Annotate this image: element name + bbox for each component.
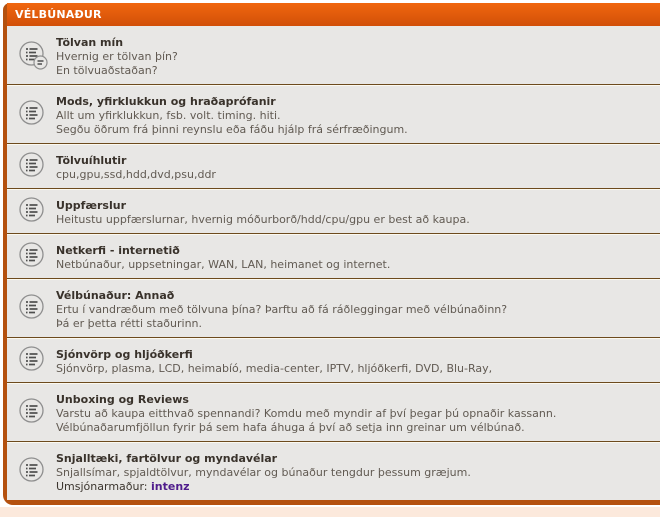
forum-posts-icon — [17, 292, 49, 324]
forum-posts-icon — [17, 39, 49, 71]
forum-posts-icon — [17, 39, 49, 71]
forum-description-line: Þá er þetta rétti staðurinn. — [56, 317, 203, 330]
forum-title-link[interactable]: Mods, yfirklukkun og hraðaprófanir — [56, 95, 276, 108]
forum-description-line: En tölvuaðstaðan? — [56, 64, 158, 77]
forum-texts — [56, 194, 652, 227]
moderator-link[interactable]: intenz — [151, 480, 190, 493]
forum-posts-icon — [17, 396, 49, 428]
forum-category-panel — [3, 3, 660, 505]
forum-texts — [56, 388, 652, 435]
forum-row[interactable] — [7, 84, 660, 143]
forum-posts-icon — [17, 150, 49, 182]
forum-description — [56, 258, 652, 272]
forum-title-link[interactable]: Vélbúnaður: Annað — [56, 289, 175, 302]
forum-title-link[interactable]: Snjalltæki, fartölvur og myndavélar — [56, 452, 278, 465]
forum-texts — [56, 284, 652, 331]
forum-posts-icon — [17, 195, 49, 227]
forum-description — [56, 407, 652, 435]
forum-posts-icon — [17, 396, 49, 428]
forum-texts — [56, 239, 652, 272]
subforum-badge-icon — [34, 56, 47, 69]
forum-title-link[interactable]: Sjónvörp og hljóðkerfi — [56, 348, 193, 361]
forum-posts-icon — [17, 195, 49, 227]
forum-posts-icon — [17, 150, 49, 182]
forum-row[interactable] — [7, 441, 660, 500]
forum-description-line: Hvernig er tölvan þín? — [56, 50, 178, 63]
forum-title-link[interactable]: Uppfærslur — [56, 199, 126, 212]
forum-row[interactable] — [7, 233, 660, 278]
forum-description-line: Netbúnaður, uppsetningar, WAN, LAN, heimanet og internet. — [56, 258, 391, 271]
forum-title-link[interactable]: Netkerfi - internetið — [56, 244, 180, 257]
moderator-label: Umsjónarmaður: — [56, 480, 148, 493]
forum-posts-icon — [17, 344, 49, 376]
forum-posts-icon — [17, 344, 49, 376]
category-header-bar — [7, 3, 660, 26]
forum-description-line: Heitustu uppfærslurnar, hvernig móðurborð/hdd/cpu/gpu er best að kaupa. — [56, 213, 470, 226]
forum-texts — [56, 447, 652, 494]
forum-list — [7, 26, 660, 500]
forum-description-line: Ertu í vandræðum með tölvuna þína? Þarftu að fá ráðleggingar með vélbúnaðinn? — [56, 303, 508, 316]
forum-row[interactable] — [7, 143, 660, 188]
forum-posts-icon — [17, 98, 49, 130]
forum-row[interactable] — [7, 382, 660, 441]
moderator-line — [56, 480, 652, 494]
forum-description-line: cpu,gpu,ssd,hdd,dvd,psu,ddr — [56, 168, 216, 181]
forum-description-line: Segðu öðrum frá þinni reynslu eða fáðu hjálp frá sérfræðingum. — [56, 123, 408, 136]
forum-title-link[interactable]: Unboxing og Reviews — [56, 393, 189, 406]
next-section-strip — [0, 507, 660, 517]
forum-row[interactable] — [7, 188, 660, 233]
forum-posts-icon — [17, 240, 49, 272]
forum-description-line: Allt um yfirklukkun, fsb. volt. timing. hiti. — [56, 109, 281, 122]
forum-description-line: Snjallsímar, spjaldtölvur, myndavélar og búnaður tengdur þessum græjum. — [56, 466, 471, 479]
category-title: VÉLBÚNAÐUR — [15, 8, 102, 21]
forum-posts-icon — [17, 455, 49, 487]
forum-row[interactable] — [7, 278, 660, 337]
forum-posts-icon — [17, 240, 49, 272]
forum-description — [56, 50, 652, 78]
forum-description-line: Vélbúnaðarumfjöllun fyrir þá sem hafa áhuga á því að setja inn greinar um vélbúnað. — [56, 421, 525, 434]
forum-description — [56, 362, 652, 376]
forum-title-link[interactable]: Tölvan mín — [56, 36, 124, 49]
forum-texts — [56, 149, 652, 182]
forum-description — [56, 168, 652, 182]
forum-description — [56, 466, 652, 494]
forum-texts — [56, 90, 652, 137]
forum-posts-icon — [17, 455, 49, 487]
forum-posts-icon — [17, 292, 49, 324]
forum-description-line: Varstu að kaupa eitthvað spennandi? Komdu með myndir af því þegar þú opnaðir kassann. — [56, 407, 557, 420]
forum-description — [56, 303, 652, 331]
forum-texts — [56, 31, 652, 78]
forum-posts-icon — [17, 98, 49, 130]
forum-description — [56, 109, 652, 137]
forum-row[interactable] — [7, 337, 660, 382]
forum-row[interactable] — [7, 26, 660, 84]
forum-texts — [56, 343, 652, 376]
forum-description — [56, 213, 652, 227]
forum-description-line: Sjónvörp, plasma, LCD, heimabíó, media-center, IPTV, hljóðkerfi, DVD, Blu-Ray, — [56, 362, 493, 375]
forum-title-link[interactable]: Tölvuíhlutir — [56, 154, 127, 167]
